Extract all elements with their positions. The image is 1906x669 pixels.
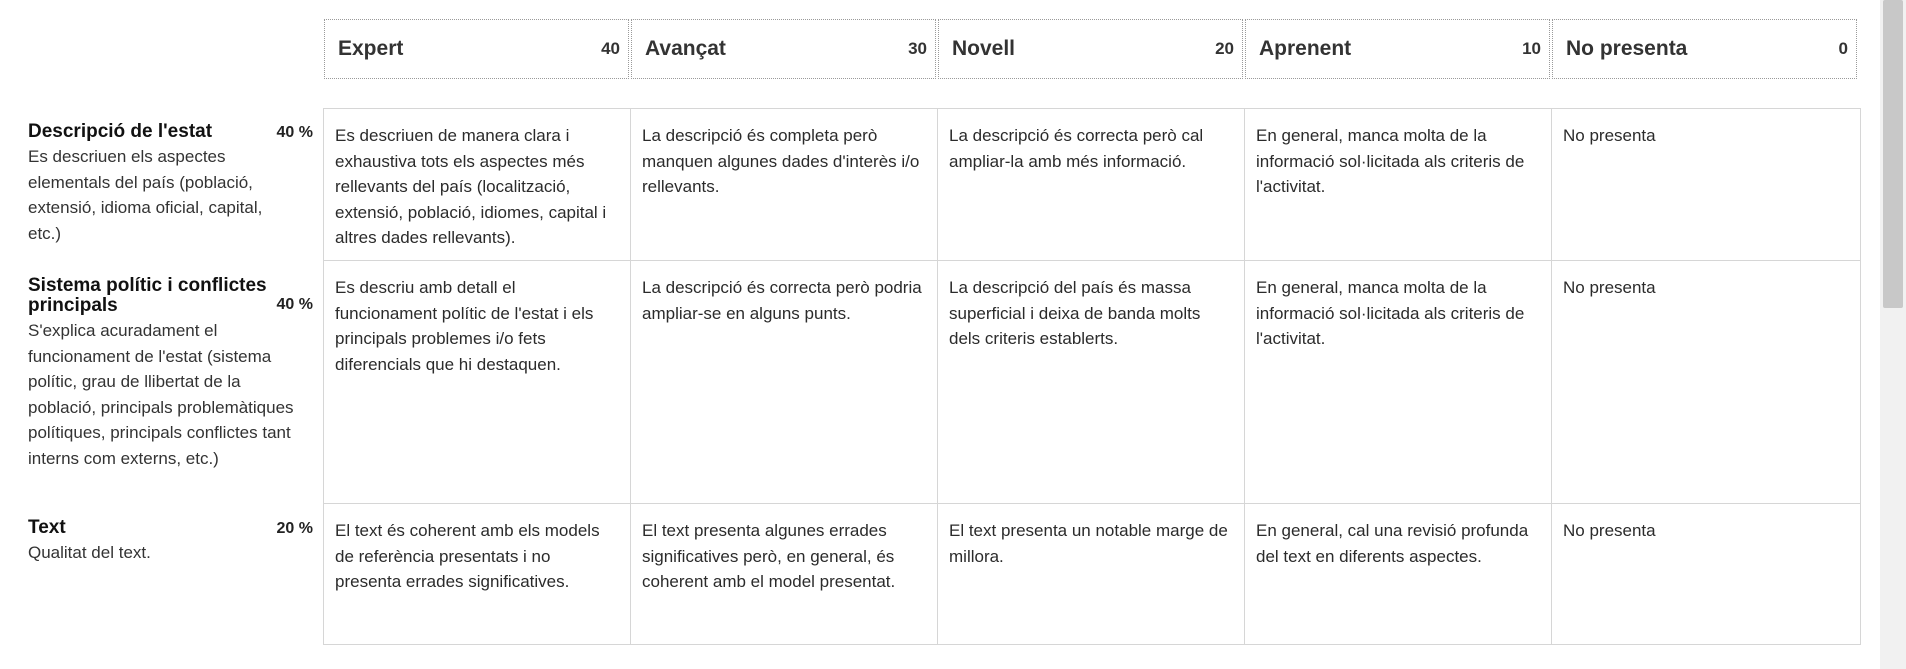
level-name: No presenta	[1566, 37, 1688, 60]
rubric-cell[interactable]: El text presenta un notable marge de millora.	[938, 504, 1245, 644]
rubric-cell[interactable]: La descripció és correcta però cal ampliar-la amb més informació.	[938, 109, 1245, 261]
level-novell[interactable]	[938, 19, 1243, 79]
scrollbar-thumb[interactable]	[1883, 0, 1903, 308]
vertical-scrollbar[interactable]	[1880, 0, 1906, 669]
rubric-cell[interactable]: Es descriuen de manera clara i exhaustiva tots els aspectes més rellevants del país (localització, extensió, població, idiomes, capital i altres dades rellevants).	[324, 109, 631, 261]
level-expert[interactable]	[324, 19, 629, 79]
level-points: 10	[1522, 39, 1541, 58]
level-points: 30	[908, 39, 927, 58]
level-aprenent[interactable]	[1245, 19, 1550, 79]
criterion-weight: 40 %	[276, 124, 313, 141]
level-points: 0	[1838, 39, 1848, 58]
rubric-cell[interactable]: No presenta	[1552, 109, 1860, 261]
criterion-title: Sistema polític i conflictes principals	[28, 275, 267, 316]
criterion-text	[28, 518, 313, 566]
criterion-title: Descripció de l'estat	[28, 121, 213, 142]
level-no-presenta[interactable]	[1552, 19, 1857, 79]
rubric-cell[interactable]: No presenta	[1552, 261, 1860, 504]
rubric-cell[interactable]: En general, manca molta de la informació sol·licitada als criteris de l'activitat.	[1245, 109, 1552, 261]
level-name: Novell	[952, 37, 1016, 60]
criterion-description: Qualitat del text.	[28, 543, 151, 562]
rubric-cell[interactable]: Es descriu amb detall el funcionament polític de l'estat i els principals problemes i/o fets diferencials que hi destaquen.	[324, 261, 631, 504]
rubric-levels-header	[324, 19, 1859, 79]
rubric-cell[interactable]: La descripció és completa però manquen algunes dades d'interès i/o rellevants.	[631, 109, 938, 261]
criterion-weight: 20 %	[276, 520, 313, 537]
criterion-weight: 40 %	[276, 296, 313, 313]
criterion-description: S'explica acuradament el funcionament de l'estat (sistema polític, grau de llibertat de la població, principals problemàtiques polítiques, principals conflictes tant interns com externs, etc.)	[28, 321, 294, 468]
rubric-grid	[323, 108, 1861, 645]
level-points: 40	[601, 39, 620, 58]
rubric-cell[interactable]: El text és coherent amb els models de referència presentats i no presenta errades significatives.	[324, 504, 631, 644]
level-name: Expert	[338, 37, 404, 60]
rubric-cell[interactable]: En general, cal una revisió profunda del text en diferents aspectes.	[1245, 504, 1552, 644]
rubric-cell[interactable]: La descripció és correcta però podria ampliar-se en alguns punts.	[631, 261, 938, 504]
criterion-description: Es descriuen els aspectes elementals del país (població, extensió, idioma oficial, capital, etc.)	[28, 147, 263, 243]
rubric-cell[interactable]: En general, manca molta de la informació sol·licitada als criteris de l'activitat.	[1245, 261, 1552, 504]
criterion-sistema-politic	[28, 276, 313, 471]
level-points: 20	[1215, 39, 1234, 58]
criterion-title: Text	[28, 517, 66, 538]
level-name: Avançat	[645, 37, 726, 60]
criterion-descripcio-estat	[28, 122, 313, 246]
rubric-cell[interactable]: La descripció del país és massa superficial i deixa de banda molts dels criteris establerts.	[938, 261, 1245, 504]
level-avancat[interactable]	[631, 19, 936, 79]
level-name: Aprenent	[1259, 37, 1352, 60]
rubric-cell[interactable]: El text presenta algunes errades significatives però, en general, és coherent amb el model presentat.	[631, 504, 938, 644]
rubric-cell[interactable]: No presenta	[1563, 521, 1656, 540]
